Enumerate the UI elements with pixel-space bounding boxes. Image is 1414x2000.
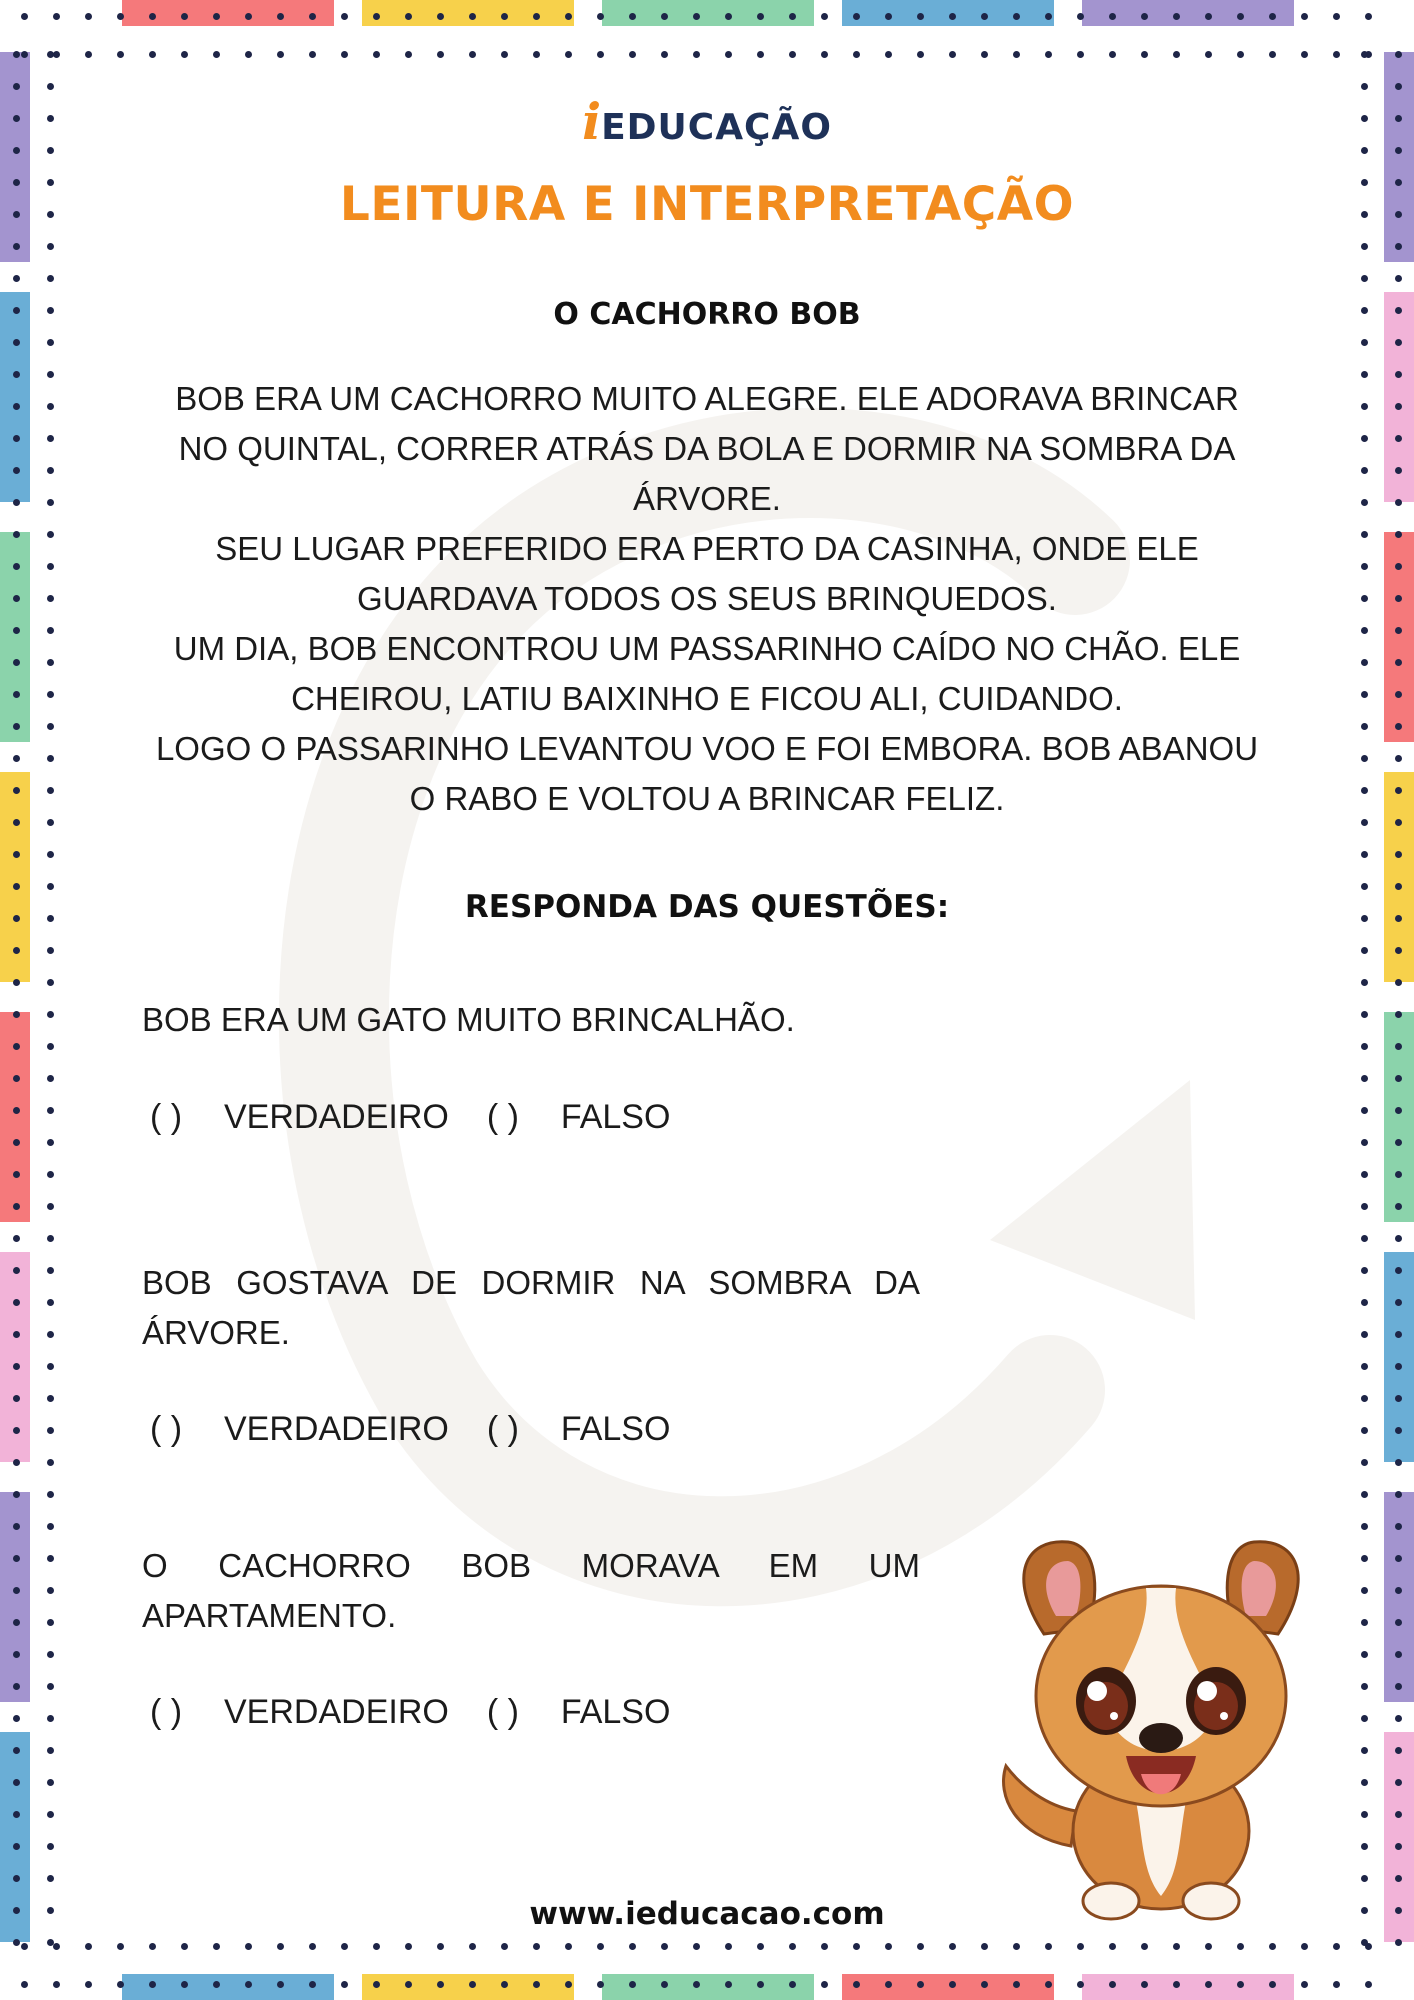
website-footer[interactable]: www.ieducacao.com [529, 1896, 885, 1932]
answer-box: ( ) [150, 1693, 183, 1731]
question-1-text: BOB ERA UM GATO MUITO BRINCALHÃO. [142, 1001, 795, 1038]
question-2-text: BOB GOSTAVA DE DORMIR NA SOMBRA DA ÁRVORE. [142, 1264, 920, 1351]
story-paragraph-3: UM DIA, BOB ENCONTROU UM PASSARINHO CAÍDO NO CHÃO. ELE CHEIROU, LATIU BAIXINHO E FICOU ALI, CUIDANDO. [173, 630, 1241, 717]
question-3-text: O CACHORRO BOB MORAVA EM UM APARTAMENTO. [142, 1547, 920, 1634]
puppy-illustration [976, 1516, 1346, 1926]
true-label: VERDADEIRO [224, 1693, 449, 1731]
answer-box: ( ) [486, 1693, 519, 1731]
answer-box: ( ) [486, 1410, 519, 1448]
brand-logo [0, 92, 1414, 151]
question-3-true-option[interactable] [150, 1693, 449, 1732]
question-1-false-option[interactable] [487, 1098, 671, 1137]
true-label: VERDADEIRO [224, 1098, 449, 1136]
story-paragraph-1: BOB ERA UM CACHORRO MUITO ALEGRE. ELE ADORAVA BRINCAR NO QUINTAL, CORRER ATRÁS DA BOLA E DORMIR NA SOMBRA DA ÁRVORE. [175, 380, 1239, 517]
story-title: O CACHORRO BOB [553, 297, 861, 332]
story-paragraph-4: LOGO O PASSARINHO LEVANTOU VOO E FOI EMBORA. BOB ABANOU O RABO E VOLTOU A BRINCAR FELIZ. [155, 730, 1259, 817]
question-1-options [150, 1098, 670, 1137]
false-label: FALSO [560, 1410, 671, 1448]
questions-heading: RESPONDA DAS QUESTÕES: [464, 889, 950, 925]
story-paragraph-2: SEU LUGAR PREFERIDO ERA PERTO DA CASINHA, ONDE ELE GUARDAVA TODOS OS SEUS BRINQUEDOS. [215, 530, 1199, 617]
story-text [150, 374, 1264, 824]
question-1-true-option[interactable] [150, 1098, 449, 1137]
worksheet-title: LEITURA E INTERPRETAÇÃO [339, 177, 1075, 232]
question-2-options [150, 1410, 670, 1449]
true-label: VERDADEIRO [224, 1410, 449, 1448]
false-label: FALSO [560, 1098, 671, 1136]
logo-text: EDUCAÇÃO [601, 107, 832, 148]
false-label: FALSO [560, 1693, 671, 1731]
question-3-options [150, 1693, 670, 1732]
answer-box: ( ) [150, 1410, 183, 1448]
question-2-false-option[interactable] [487, 1410, 671, 1449]
question-2-true-option[interactable] [150, 1410, 449, 1449]
question-3-false-option[interactable] [487, 1693, 671, 1732]
answer-box: ( ) [486, 1098, 519, 1136]
logo-mark: i [582, 92, 602, 151]
answer-box: ( ) [150, 1098, 183, 1136]
